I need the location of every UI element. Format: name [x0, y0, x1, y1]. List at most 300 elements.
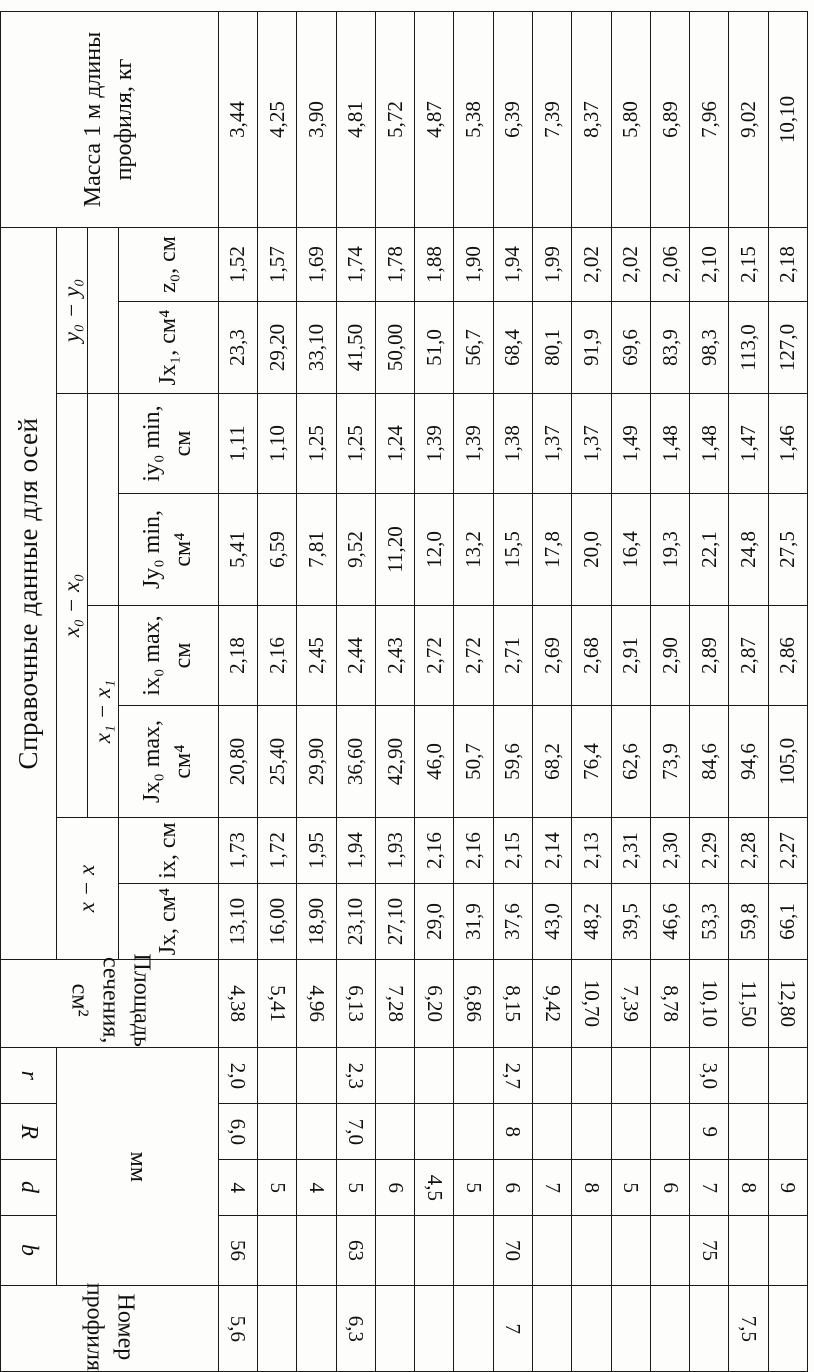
cell-mass — [572, 11, 611, 227]
cell-ix0-value: 2,18 — [225, 637, 250, 674]
cell-R — [493, 1104, 532, 1160]
cell-z0-value: 2,06 — [657, 246, 682, 283]
cell-area-value: 4,38 — [226, 985, 251, 1022]
cell-r — [650, 1048, 689, 1104]
cell-d-value: 6 — [658, 1182, 683, 1193]
cell-b — [415, 1216, 454, 1286]
cell-b — [611, 1216, 650, 1286]
cell-area — [650, 960, 689, 1048]
cell-d — [415, 1160, 454, 1216]
cell-b-value: 75 — [697, 1240, 722, 1261]
cell-b — [297, 1216, 336, 1286]
cell-ix0-value: 2,69 — [539, 637, 564, 674]
cell-jx1 — [454, 302, 493, 394]
cell-jx0-value: 62,6 — [618, 743, 643, 780]
cell-mass-value: 9,02 — [736, 101, 761, 138]
cell-profile — [336, 1286, 375, 1372]
cell-area — [336, 960, 375, 1048]
cell-r — [690, 1048, 729, 1104]
cell-ix — [415, 818, 454, 884]
header-jx: Jx, см⁴ — [118, 884, 218, 960]
cell-area-value: 12,80 — [776, 979, 801, 1028]
cell-jy0-value: 15,5 — [500, 531, 525, 568]
cell-iy0-value: 1,10 — [264, 425, 289, 462]
cell-jy0 — [218, 494, 257, 606]
cell-z0 — [297, 227, 336, 301]
cell-jx1-value: 29,20 — [264, 323, 289, 372]
table-row — [454, 11, 493, 1371]
cell-ix — [454, 818, 493, 884]
cell-ix0-value: 2,43 — [382, 637, 407, 674]
cell-r-value: 3,0 — [697, 1062, 722, 1089]
cell-area-value: 8,78 — [658, 985, 683, 1022]
cell-iy0-value: 1,37 — [578, 425, 603, 462]
cell-jx0 — [336, 706, 375, 818]
cell-jx0-value: 29,90 — [303, 737, 328, 786]
cell-jx-value: 53,3 — [696, 903, 721, 940]
cell-jx-value: 39,5 — [618, 903, 643, 940]
cell-d — [297, 1160, 336, 1216]
cell-ix — [297, 818, 336, 884]
cell-ix — [258, 818, 297, 884]
cell-area-value: 5,41 — [265, 985, 290, 1022]
cell-area-value: 10,70 — [579, 979, 604, 1028]
cell-r — [533, 1048, 572, 1104]
cell-profile-value: 5,6 — [226, 1315, 251, 1342]
cell-z0-value: 1,94 — [500, 246, 525, 283]
cell-jx0 — [611, 706, 650, 818]
cell-jx — [533, 884, 572, 960]
cell-jx — [493, 884, 532, 960]
cell-area-value: 6,13 — [344, 985, 369, 1022]
cell-jx0-value: 73,9 — [657, 743, 682, 780]
cell-jx1-value: 98,3 — [696, 329, 721, 366]
table-row — [768, 11, 807, 1371]
cell-R — [572, 1104, 611, 1160]
cell-iy0 — [729, 394, 768, 494]
cell-ix — [572, 818, 611, 884]
table-row — [533, 11, 572, 1371]
cell-jx0 — [729, 706, 768, 818]
cell-ix0 — [729, 606, 768, 706]
header-d: d — [1, 1160, 57, 1216]
cell-jy0-value: 19,3 — [657, 531, 682, 568]
cell-mass-value: 6,89 — [657, 101, 682, 138]
cell-ix — [218, 818, 257, 884]
table-row — [650, 11, 689, 1371]
cell-jx0 — [258, 706, 297, 818]
cell-d-value: 8 — [579, 1182, 604, 1193]
cell-R — [336, 1104, 375, 1160]
cell-R — [729, 1104, 768, 1160]
cell-jx — [768, 884, 807, 960]
header-axis-y0-y0: y₀ − y₀ — [57, 227, 88, 393]
cell-R — [375, 1104, 414, 1160]
cell-profile — [375, 1286, 414, 1372]
cell-iy0 — [493, 394, 532, 494]
cell-mass-value: 5,38 — [461, 101, 486, 138]
cell-area-value: 7,39 — [619, 985, 644, 1022]
cell-R — [533, 1104, 572, 1160]
cell-profile-value: 7,5 — [737, 1315, 762, 1342]
cell-iy0 — [690, 394, 729, 494]
cell-area — [729, 960, 768, 1048]
cell-ix-value: 2,15 — [500, 832, 525, 869]
cell-profile — [218, 1286, 257, 1372]
cell-jx0-value: 50,7 — [461, 743, 486, 780]
cell-jy0 — [258, 494, 297, 606]
cell-mass — [454, 11, 493, 227]
cell-z0-value: 1,90 — [461, 246, 486, 283]
cell-jx1 — [297, 302, 336, 394]
cell-jy0 — [533, 494, 572, 606]
cell-jy0 — [572, 494, 611, 606]
cell-area-value: 7,28 — [383, 985, 408, 1022]
cell-ix0 — [533, 606, 572, 706]
cell-b — [258, 1216, 297, 1286]
cell-profile — [258, 1286, 297, 1372]
cell-ix — [533, 818, 572, 884]
cell-b — [729, 1216, 768, 1286]
cell-r — [768, 1048, 807, 1104]
cell-ix0-value: 2,44 — [343, 637, 368, 674]
cell-mass — [650, 11, 689, 227]
cell-jx — [375, 884, 414, 960]
cell-d — [258, 1160, 297, 1216]
header-profile-number: Номер профиля — [1, 1286, 219, 1372]
cell-jy0 — [297, 494, 336, 606]
cell-z0 — [375, 227, 414, 301]
cell-d — [493, 1160, 532, 1216]
angle-profile-table — [0, 11, 808, 1372]
header-reference-data: Справочные данные для осей — [1, 227, 57, 959]
cell-iy0 — [768, 394, 807, 494]
cell-jx1-value: 41,50 — [343, 323, 368, 372]
cell-iy0 — [454, 394, 493, 494]
cell-R — [415, 1104, 454, 1160]
cell-iy0 — [297, 394, 336, 494]
cell-ix0-value: 2,91 — [618, 637, 643, 674]
cell-b — [218, 1216, 257, 1286]
cell-ix-value: 2,29 — [696, 832, 721, 869]
cell-jx — [611, 884, 650, 960]
cell-ix0 — [258, 606, 297, 706]
cell-ix-value: 1,93 — [382, 832, 407, 869]
cell-z0 — [729, 227, 768, 301]
cell-mass — [258, 11, 297, 227]
cell-jy0 — [415, 494, 454, 606]
cell-jx0-value: 68,2 — [539, 743, 564, 780]
cell-d — [218, 1160, 257, 1216]
cell-ix0-value: 2,86 — [775, 637, 800, 674]
cell-area — [297, 960, 336, 1048]
cell-iy0-value: 1,39 — [461, 425, 486, 462]
cell-jx0-value: 94,6 — [736, 743, 761, 780]
table-row — [375, 11, 414, 1371]
cell-ix0-value: 2,16 — [264, 637, 289, 674]
cell-profile — [454, 1286, 493, 1372]
cell-ix — [493, 818, 532, 884]
cell-b — [650, 1216, 689, 1286]
cell-mass-value: 8,37 — [578, 101, 603, 138]
cell-area — [690, 960, 729, 1048]
cell-iy0 — [258, 394, 297, 494]
header-R: R — [1, 1104, 57, 1160]
cell-jx1-value: 127,0 — [775, 323, 800, 372]
header-mass: Масса 1 м длины профиля, кг — [1, 11, 219, 227]
table-row — [572, 11, 611, 1371]
cell-jx1-value: 91,9 — [578, 329, 603, 366]
cell-jx1 — [415, 302, 454, 394]
cell-profile-value: 7 — [501, 1323, 526, 1334]
cell-ix — [611, 818, 650, 884]
cell-jx0-value: 59,6 — [500, 743, 525, 780]
cell-R — [611, 1104, 650, 1160]
cell-d-value: 6 — [383, 1182, 408, 1193]
cell-profile — [690, 1286, 729, 1372]
cell-R — [454, 1104, 493, 1160]
cell-jy0-value: 16,4 — [618, 531, 643, 568]
cell-jx1-value: 56,7 — [461, 329, 486, 366]
cell-iy0-value: 1,24 — [382, 425, 407, 462]
cell-z0-value: 1,88 — [421, 246, 446, 283]
cell-r — [611, 1048, 650, 1104]
cell-ix0 — [690, 606, 729, 706]
cell-mass-value: 5,80 — [618, 101, 643, 138]
cell-d — [690, 1160, 729, 1216]
cell-iy0 — [572, 394, 611, 494]
cell-jx-value: 43,0 — [539, 903, 564, 940]
cell-d — [375, 1160, 414, 1216]
cell-jx-value: 29,0 — [421, 903, 446, 940]
cell-area-value: 10,10 — [697, 979, 722, 1028]
cell-jx0-value: 76,4 — [578, 743, 603, 780]
cell-r-value: 2,3 — [344, 1062, 369, 1089]
cell-ix — [650, 818, 689, 884]
cell-jy0-value: 9,52 — [343, 531, 368, 568]
cell-jx1 — [493, 302, 532, 394]
table-row — [297, 11, 336, 1371]
cell-ix-value: 1,73 — [225, 832, 250, 869]
cell-d — [454, 1160, 493, 1216]
cell-mass — [611, 11, 650, 227]
cell-area-value: 11,50 — [737, 980, 762, 1027]
cell-profile — [729, 1286, 768, 1372]
cell-jx1 — [258, 302, 297, 394]
cell-jx0-value: 20,80 — [225, 737, 250, 786]
cell-iy0 — [415, 394, 454, 494]
cell-b — [533, 1216, 572, 1286]
cell-b-value: 63 — [344, 1240, 369, 1261]
header-axis-y0-blank — [87, 227, 118, 393]
cell-d-value: 5 — [462, 1182, 487, 1193]
cell-area-value: 8,15 — [501, 985, 526, 1022]
cell-iy0-value: 1,47 — [736, 425, 761, 462]
cell-jx1-value: 80,1 — [539, 329, 564, 366]
cell-jx0-value: 105,0 — [775, 737, 800, 786]
cell-jx — [454, 884, 493, 960]
cell-mass — [415, 11, 454, 227]
header-jx1: Jx₁, см⁴ — [118, 302, 218, 394]
cell-jy0-value: 20,0 — [578, 531, 603, 568]
cell-mass-value: 4,25 — [264, 101, 289, 138]
cell-jy0 — [336, 494, 375, 606]
cell-mass — [375, 11, 414, 227]
cell-mass — [493, 11, 532, 227]
cell-d — [611, 1160, 650, 1216]
cell-jy0-value: 12,0 — [421, 531, 446, 568]
cell-iy0-value: 1,25 — [343, 425, 368, 462]
cell-z0-value: 1,69 — [303, 246, 328, 283]
cell-z0-value: 2,18 — [775, 246, 800, 283]
cell-b — [336, 1216, 375, 1286]
cell-iy0 — [650, 394, 689, 494]
cell-ix0 — [768, 606, 807, 706]
table-row — [336, 11, 375, 1371]
cell-d-value: 4 — [226, 1182, 251, 1193]
cell-ix — [375, 818, 414, 884]
cell-jx — [572, 884, 611, 960]
cell-d-value: 7 — [540, 1182, 565, 1193]
cell-d-value: 5 — [619, 1182, 644, 1193]
cell-ix0 — [572, 606, 611, 706]
cell-jy0-value: 11,20 — [382, 526, 407, 573]
cell-iy0 — [533, 394, 572, 494]
cell-z0 — [768, 227, 807, 301]
cell-jy0-value: 5,41 — [225, 531, 250, 568]
cell-ix0-value: 2,90 — [657, 637, 682, 674]
cell-area-value: 6,20 — [422, 985, 447, 1022]
cell-z0 — [493, 227, 532, 301]
cell-jx-value: 66,1 — [775, 903, 800, 940]
cell-jy0 — [493, 494, 532, 606]
cell-ix0 — [611, 606, 650, 706]
cell-profile — [572, 1286, 611, 1372]
cell-mass-value: 7,39 — [539, 101, 564, 138]
cell-b — [572, 1216, 611, 1286]
cell-r — [454, 1048, 493, 1104]
cell-jx0 — [218, 706, 257, 818]
header-r: r — [1, 1048, 57, 1104]
cell-jx1-value: 113,0 — [736, 324, 761, 371]
cell-mass-value: 5,72 — [382, 101, 407, 138]
cell-mass-value: 4,81 — [343, 101, 368, 138]
cell-area — [493, 960, 532, 1048]
cell-z0-value: 2,15 — [736, 246, 761, 283]
cell-z0 — [454, 227, 493, 301]
cell-ix0-value: 2,72 — [461, 637, 486, 674]
cell-profile-value: 6,3 — [344, 1315, 369, 1342]
cell-jx0-value: 84,6 — [696, 743, 721, 780]
cell-ix-value: 1,95 — [303, 832, 328, 869]
cell-R-value: 7,0 — [344, 1118, 369, 1145]
cell-iy0 — [375, 394, 414, 494]
cell-jx0-value: 46,0 — [421, 743, 446, 780]
cell-jx-value: 37,6 — [500, 903, 525, 940]
header-iy0-min: iy₀ min, см — [118, 394, 218, 494]
cell-iy0 — [336, 394, 375, 494]
cell-R — [297, 1104, 336, 1160]
cell-jx0 — [533, 706, 572, 818]
cell-ix — [690, 818, 729, 884]
cell-r — [729, 1048, 768, 1104]
cell-ix-value: 2,16 — [421, 832, 446, 869]
cell-b — [454, 1216, 493, 1286]
cell-d-value: 4 — [304, 1182, 329, 1193]
cell-ix-value: 2,31 — [618, 832, 643, 869]
cell-ix-value: 2,28 — [736, 832, 761, 869]
cell-b — [493, 1216, 532, 1286]
cell-jx1-value: 69,6 — [618, 329, 643, 366]
cell-jx1 — [533, 302, 572, 394]
cell-jx1-value: 51,0 — [421, 329, 446, 366]
cell-jx1 — [611, 302, 650, 394]
cell-z0 — [611, 227, 650, 301]
cell-z0 — [258, 227, 297, 301]
cell-jy0 — [768, 494, 807, 606]
cell-jy0 — [690, 494, 729, 606]
cell-mass-value: 3,44 — [225, 101, 250, 138]
cell-mass-value: 7,96 — [696, 101, 721, 138]
cell-ix-value: 2,27 — [775, 832, 800, 869]
cell-jx0 — [297, 706, 336, 818]
cell-d-value: 7 — [697, 1182, 722, 1193]
cell-ix0-value: 2,89 — [696, 637, 721, 674]
cell-profile — [415, 1286, 454, 1372]
cell-area — [533, 960, 572, 1048]
cell-area — [454, 960, 493, 1048]
header-jy0-min: Jy₀ min, см⁴ — [118, 494, 218, 606]
cell-z0 — [533, 227, 572, 301]
cell-jx — [258, 884, 297, 960]
table-row — [258, 11, 297, 1371]
cell-d — [336, 1160, 375, 1216]
cell-iy0 — [218, 394, 257, 494]
cell-d — [533, 1160, 572, 1216]
cell-profile — [768, 1286, 807, 1372]
cell-jx1 — [336, 302, 375, 394]
cell-area — [415, 960, 454, 1048]
cell-ix0-value: 2,87 — [736, 637, 761, 674]
cell-jx0 — [454, 706, 493, 818]
cell-iy0-value: 1,38 — [500, 425, 525, 462]
cell-r — [336, 1048, 375, 1104]
cell-ix-value: 2,13 — [578, 832, 603, 869]
cell-r — [375, 1048, 414, 1104]
cell-r — [493, 1048, 532, 1104]
cell-jx-value: 31,9 — [461, 903, 486, 940]
cell-iy0-value: 1,48 — [657, 425, 682, 462]
cell-ix-value: 1,72 — [264, 832, 289, 869]
cell-jx-value: 59,8 — [736, 903, 761, 940]
cell-z0-value: 1,52 — [225, 246, 250, 283]
cell-r — [258, 1048, 297, 1104]
cell-jx — [415, 884, 454, 960]
cell-d-value: 8 — [737, 1182, 762, 1193]
cell-jx0-value: 42,90 — [382, 737, 407, 786]
cell-iy0-value: 1,39 — [421, 425, 446, 462]
cell-area-value: 6,86 — [462, 985, 487, 1022]
cell-z0 — [572, 227, 611, 301]
cell-mass — [297, 11, 336, 227]
cell-jy0-value: 24,8 — [736, 531, 761, 568]
cell-jx0-value: 25,40 — [264, 737, 289, 786]
cell-jx1 — [375, 302, 414, 394]
table-row — [218, 11, 257, 1371]
cell-area — [218, 960, 257, 1048]
cell-jy0-value: 22,1 — [696, 531, 721, 568]
cell-area — [768, 960, 807, 1048]
